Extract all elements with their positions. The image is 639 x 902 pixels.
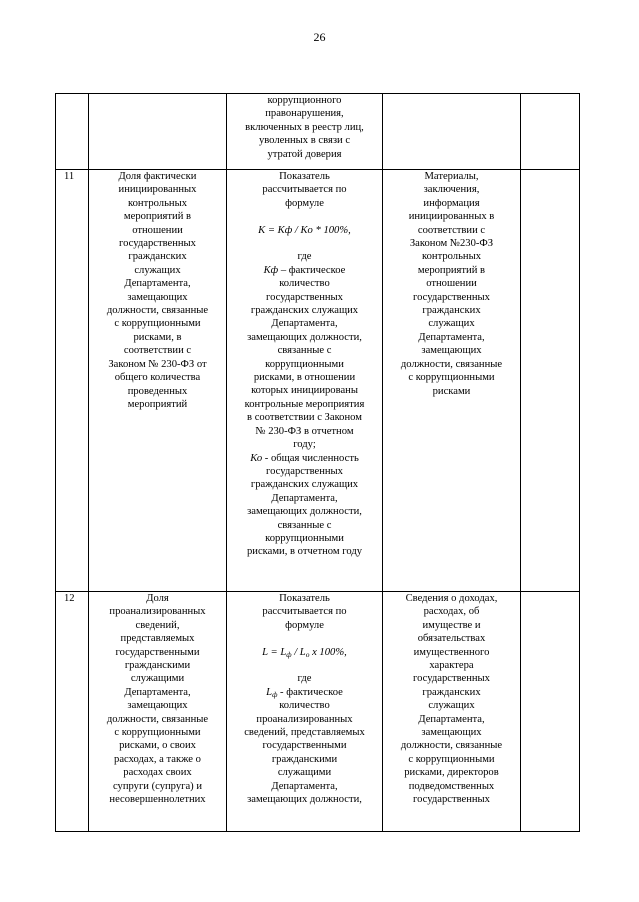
data-source-cell [383, 592, 521, 832]
text-line: Доля фактически [118, 171, 197, 182]
text-line: должности, связанные [400, 740, 503, 752]
text-line: в соответствии с Законом [247, 412, 362, 424]
text-line: расходах своих [123, 767, 192, 779]
text-line: количество [279, 278, 330, 290]
text-line: рисками, в отношении [253, 372, 356, 384]
text-line: с коррупционными [114, 727, 201, 739]
row-number: 12 [64, 593, 75, 604]
text-line: рисками [432, 385, 471, 397]
text-line: отношении [132, 224, 183, 236]
text-line: гражданскими [271, 753, 338, 765]
text-line: отношении [426, 278, 477, 290]
text-line: Показатель [279, 171, 330, 182]
text-line: замещающих [127, 700, 188, 712]
text-line: включенных в реестр лиц, [245, 121, 364, 133]
text-line: рисками, директоров [404, 767, 499, 779]
text-line: коррупционными [265, 358, 344, 370]
text-line: где [297, 251, 312, 263]
text-line: которых инициированы [251, 385, 358, 397]
text-line: формуле [285, 619, 324, 631]
text-line: замещающих должности, [247, 331, 362, 343]
text-line: коррупционного [267, 95, 342, 106]
text-line: Департамента, [124, 278, 191, 290]
text-line: правонарушения, [265, 108, 344, 120]
text-line: представляемых [120, 633, 195, 645]
text-line: должности, связанные [106, 305, 209, 317]
text-line: году; [293, 439, 316, 451]
text-line: Департамента, [271, 318, 338, 330]
text-line: с коррупционными [408, 372, 495, 384]
text-line: мероприятий [127, 398, 188, 410]
text-line: сведений, представляемых [244, 727, 365, 739]
text-line: Департамента, [418, 331, 485, 343]
text-line: Департамента, [418, 713, 485, 725]
text-line: формуле [285, 197, 324, 209]
text-line: - фактическое [277, 686, 343, 698]
text-line: гражданских [422, 686, 481, 698]
calculation-method-cell [227, 170, 383, 592]
extra-cell [521, 592, 580, 832]
text-line: соответствии с [417, 224, 486, 236]
text-line: Законом №230-ФЗ [409, 238, 494, 250]
text-line: Департамента, [271, 492, 338, 504]
text-line: проанализированных [256, 713, 353, 725]
table-row [56, 94, 580, 170]
text-line: Сведения о доходах, [405, 593, 498, 604]
text-line: гражданскими [124, 660, 191, 672]
text-line: мероприятий в [417, 264, 486, 276]
extra-cell [521, 170, 580, 592]
text-line: Департамента, [271, 780, 338, 792]
variable-symbol: $L_ф$ [266, 686, 278, 699]
indicator-name-cell [89, 170, 227, 592]
text-line: сведений, [135, 619, 180, 631]
extra-cell [521, 94, 580, 170]
text-line: расходах, а также о [114, 753, 201, 765]
text-line: связанные с [277, 519, 332, 531]
text-line: информация [423, 197, 480, 209]
indicator-name-cell [89, 592, 227, 832]
row-number-cell [56, 94, 89, 170]
text-line: расходах, об [423, 606, 480, 618]
indicator-name-cell [89, 94, 227, 170]
text-line: замещающих [127, 291, 188, 303]
data-source-cell [383, 94, 521, 170]
text-line: должности, связанные [400, 358, 503, 370]
data-source-cell [383, 170, 521, 592]
page-number: 26 [313, 30, 326, 44]
text-line: служащими [130, 673, 185, 685]
text-line: контрольных [128, 197, 187, 209]
text-line: коррупционными [265, 532, 344, 544]
text-line: инициированных в [408, 211, 495, 223]
text-line: рисками, в отчетном году [247, 546, 362, 558]
text-line: Департамента, [124, 686, 191, 698]
text-line: Материалы, [424, 171, 479, 182]
formula: K = Kф / Ko * 100%, [258, 224, 351, 236]
text-line: замещающих должности, [247, 506, 362, 518]
text-line: гражданских служащих [250, 479, 359, 491]
text-line: проанализированных [109, 606, 206, 618]
text-line: служащими [277, 767, 332, 779]
text-line: проведенных [127, 385, 188, 397]
text-line: инициированных [118, 184, 197, 196]
text-line: – фактическое [278, 264, 346, 276]
text-line: государственных [266, 291, 343, 303]
text-line: гражданских служащих [250, 305, 359, 317]
text-line: характера [429, 660, 474, 672]
text-line: гражданских [422, 305, 481, 317]
text-line: государственными [115, 646, 200, 658]
row-number-cell [56, 592, 89, 832]
text-line: общего количества [114, 372, 201, 384]
text-line: должности, связанные [106, 713, 209, 725]
text-line: замещающих [421, 345, 482, 357]
text-line: с коррупционными [408, 753, 495, 765]
text-line: где [297, 673, 312, 685]
text-line: государственных [413, 291, 490, 303]
text-line: контрольные мероприятия [244, 398, 365, 410]
text-line: гражданских [128, 251, 187, 263]
text-line: рассчитывается по [262, 184, 347, 196]
text-line: государственных [266, 465, 343, 477]
calculation-method-cell [227, 94, 383, 170]
text-line: рассчитывается по [262, 606, 347, 618]
text-line: служащих [428, 700, 475, 712]
text-line: Законом № 230-ФЗ от [108, 358, 207, 370]
text-line: рисками, в [133, 331, 182, 343]
text-line: имущественного [413, 646, 490, 658]
text-line: заключения, [423, 184, 480, 196]
text-line: контрольных [422, 251, 481, 263]
text-line: с коррупционными [114, 318, 201, 330]
text-line: супруги (супруга) и [112, 780, 203, 792]
text-line: несовершеннолетних [109, 794, 206, 806]
variable-symbol: Ко [250, 452, 263, 464]
text-line: мероприятий в [123, 211, 192, 223]
indicators-table [55, 93, 580, 832]
text-line: государственными [262, 740, 347, 752]
text-line: связанные с [277, 345, 332, 357]
text-line: государственных [413, 794, 490, 806]
text-line: замещающих [421, 727, 482, 739]
variable-symbol: Кф [263, 264, 279, 276]
row-number-cell [56, 170, 89, 592]
text-line: государственных [119, 238, 196, 250]
text-line: - общая численность [262, 452, 359, 464]
text-line: служащих [428, 318, 475, 330]
row-number: 11 [64, 171, 75, 182]
text-line: соответствии с [123, 345, 192, 357]
table-row [56, 170, 580, 592]
text-line: государственных [413, 673, 490, 685]
text-line: уволенных в связи с [258, 135, 351, 147]
text-line: имуществе и [422, 619, 481, 631]
text-line: рисками, о своих [119, 740, 196, 752]
table-row [56, 592, 580, 832]
text-line: утратой доверия [267, 148, 342, 160]
text-line: служащих [134, 264, 181, 276]
formula: $L = L_ф / L_о$ x 100%, [262, 646, 347, 659]
calculation-method-cell [227, 592, 383, 832]
text-line: обязательствах [417, 633, 486, 645]
text-line: замещающих должности, [247, 794, 362, 806]
text-line: количество [279, 700, 330, 712]
text-line: Доля [146, 593, 169, 604]
text-line: подведомственных [408, 780, 495, 792]
text-line: Показатель [279, 593, 330, 604]
text-line: № 230-ФЗ в отчетном [255, 425, 354, 437]
